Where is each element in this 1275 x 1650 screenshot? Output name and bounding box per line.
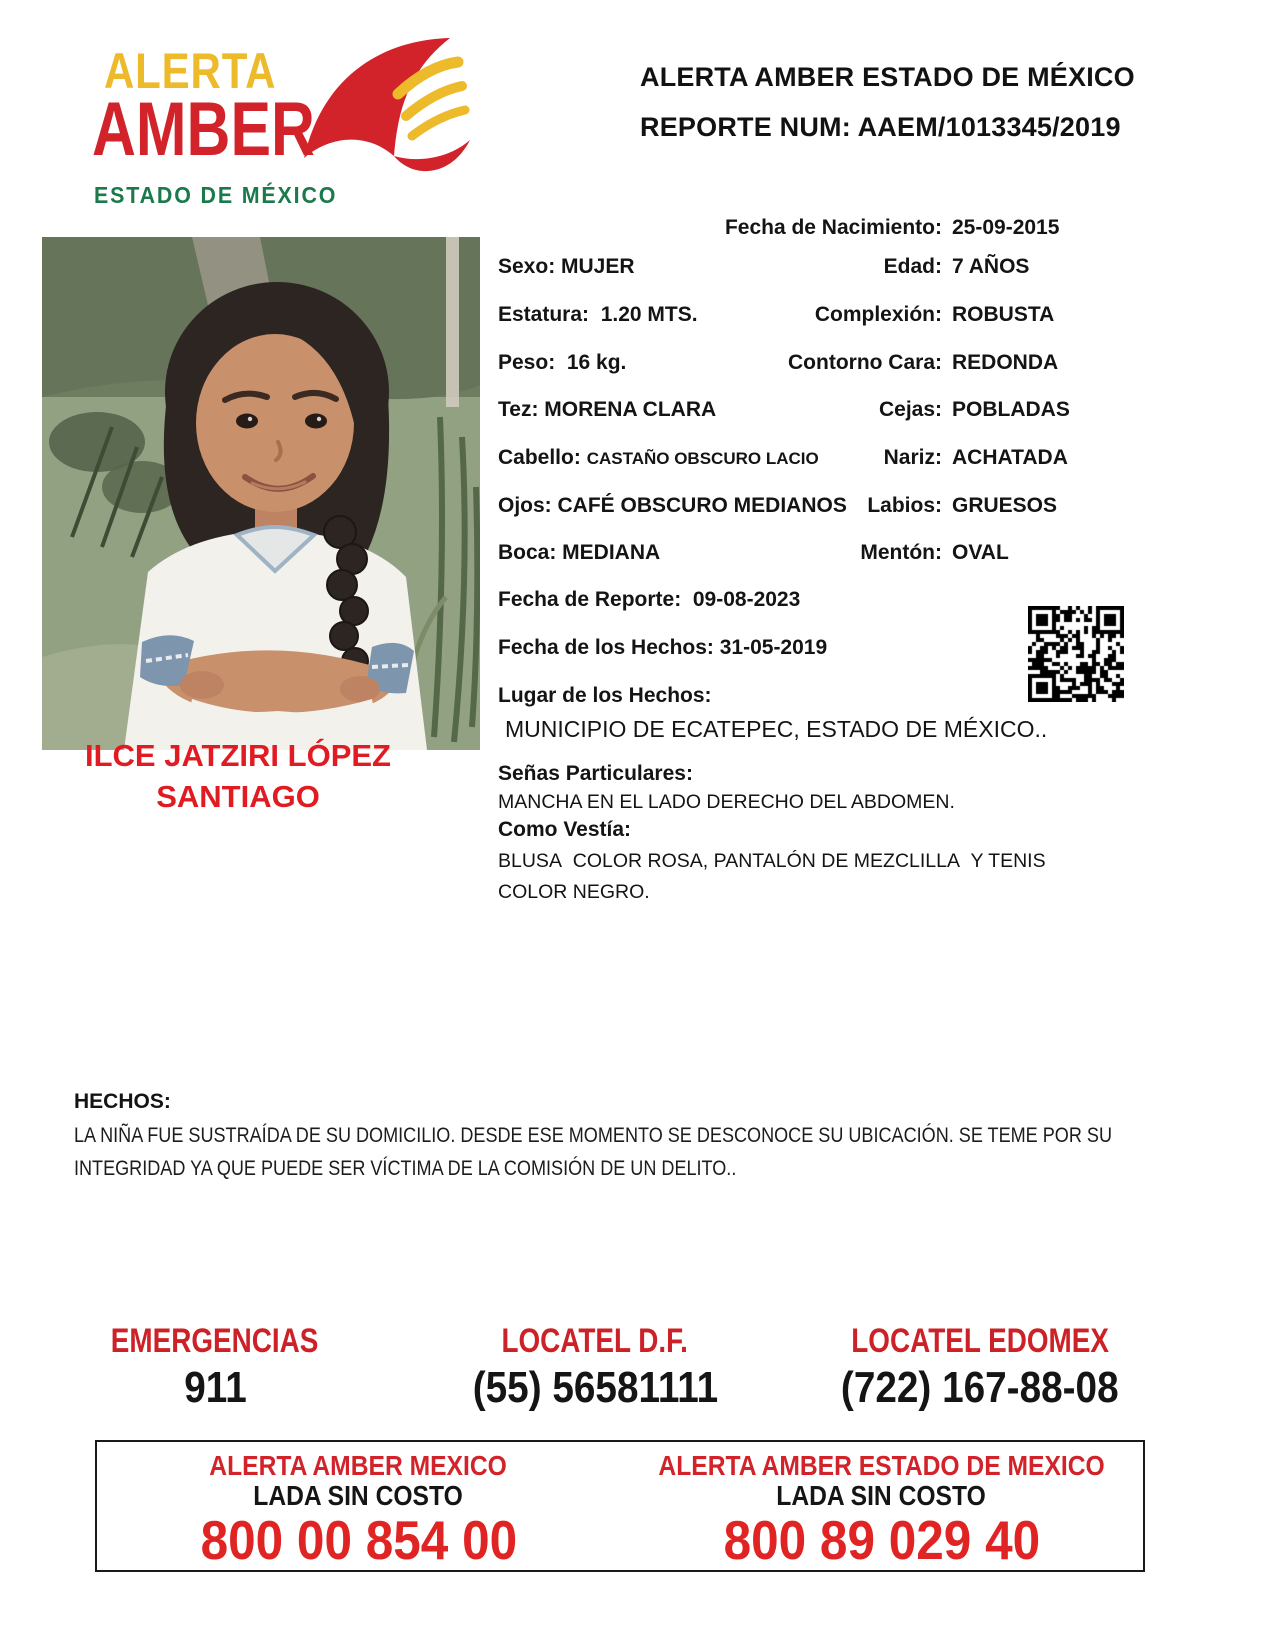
logo-swoosh-icon [302,36,472,176]
marks-label: Señas Particulares: [498,762,693,785]
hechos-text: LA NIÑA FUE SUSTRAÍDA DE SU DOMICILIO. DESDE ESE MOMENTO SE DESCONOCE SU UBICACIÓN. SE TEME POR SU INTEGRIDAD YA QUE PUEDE SER VÍCTIMA DE LA COMISIÓN DE UN DELITO.. [74,1124,1112,1180]
hechos-label: HECHOS: [74,1090,171,1113]
labios-label: Labios: [867,494,942,517]
amber-mexico-subtitle: LADA SIN COSTO [253,1480,464,1511]
events-date-text: Fecha de los Hechos: 31-05-2019 [498,636,828,659]
logo-word-amber: AMBER [92,87,315,172]
locatel-df-label: LOCATEL D.F. [501,1322,689,1360]
details-panel [495,0,1115,920]
amber-edomex-block [620,1442,1143,1570]
marks-value: MANCHA EN EL LADO DERECHO DEL ABDOMEN. [498,791,955,813]
emergency-col-locatel-df [415,1322,775,1413]
locatel-edomex-label: LOCATEL EDOMEX [851,1322,1109,1360]
nariz-label: Nariz: [883,446,942,469]
birth-date-value: 25-09-2015 [952,216,1060,239]
complexion-value: ROBUSTA [952,303,1055,326]
qr-code [1028,606,1124,702]
place-label: Lugar de los Hechos: [498,684,712,707]
ojos-text: Ojos: CAFÉ OBSCURO MEDIANOS [498,494,847,517]
contorno-cara-value: REDONDA [952,351,1059,374]
amber-edomex-title: ALERTA AMBER ESTADO DE MEXICO [658,1450,1105,1481]
labios-value: GRUESOS [952,494,1058,517]
nariz-value: ACHATADA [952,446,1068,469]
contorno-cara-label: Contorno Cara: [788,351,942,374]
edad-label: Edad: [883,255,942,278]
lada-sin-costo-box [95,1440,1145,1572]
emergency-col-emergencias [60,1322,370,1413]
peso-text: Peso: 16 kg. [498,351,627,374]
boca-text: Boca: MEDIANA [498,541,661,564]
sexo-text: Sexo: MUJER [498,255,635,278]
birth-date-label: Fecha de Nacimiento: [724,216,942,239]
emergencias-label: EMERGENCIAS [111,1322,319,1360]
cejas-value: POBLADAS [952,398,1070,421]
logo-word-alerta: ALERTA [104,43,277,99]
victim-name: ILCE JATZIRI LÓPEZ SANTIAGO [85,738,391,814]
victim-photo [42,237,480,750]
alerta-amber-logo [90,36,470,216]
menton-value: OVAL [952,541,1009,564]
locatel-edomex-number: (722) 167-88-08 [841,1363,1119,1412]
place-value: MUNICIPIO DE ECATEPEC, ESTADO DE MÉXICO.. [505,716,1048,742]
cabello-value: CASTAÑO OBSCURO LACIO [586,449,819,468]
emergency-col-locatel-edomex [780,1322,1180,1413]
amber-mexico-number: 800 00 854 00 [200,1509,517,1571]
emergencias-number: 911 [183,1363,247,1412]
amber-edomex-subtitle: LADA SIN COSTO [776,1480,987,1511]
report-date-text: Fecha de Reporte: 09-08-2023 [498,588,801,611]
page-title: ALERTA AMBER ESTADO DE MÉXICO [640,62,1135,92]
amber-edomex-number: 800 89 029 40 [723,1509,1040,1571]
amber-mexico-title: ALERTA AMBER MEXICO [209,1450,508,1481]
complexion-label: Complexión: [814,303,942,326]
logo-word-estado-de-mexico: ESTADO DE MÉXICO [94,182,338,208]
clothing-value: BLUSA COLOR ROSA, PANTALÓN DE MEZCLILLA Y TENIS COLOR NEGRO. [498,850,1052,903]
clothing-label: Como Vestía: [498,818,632,841]
cejas-label: Cejas: [878,398,942,421]
locatel-df-number: (55) 56581111 [472,1363,718,1412]
estatura-text: Estatura: 1.20 MTS. [498,303,698,326]
tez-text: Tez: MORENA CLARA [498,398,717,421]
report-number: REPORTE NUM: AAEM/1013345/2019 [640,112,1121,142]
amber-mexico-block [97,1442,620,1570]
menton-label: Mentón: [860,541,942,564]
edad-value: 7 AÑOS [952,255,1030,278]
cabello-label: Cabello: [498,446,581,469]
